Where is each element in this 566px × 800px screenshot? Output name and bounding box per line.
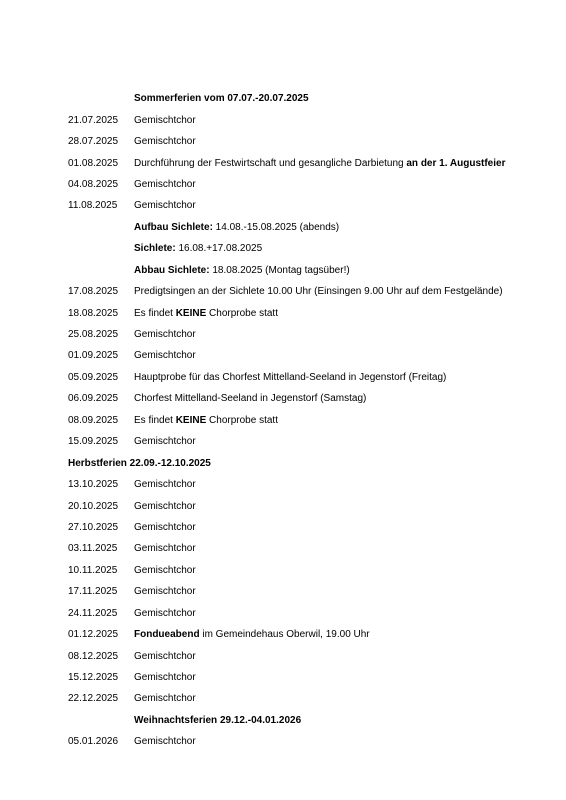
schedule-row [68, 195, 538, 216]
schedule-row [68, 367, 538, 388]
schedule-row [68, 152, 538, 173]
schedule-row [68, 688, 538, 709]
event-cell: Gemischtchor [134, 736, 196, 748]
schedule-row [68, 302, 538, 323]
schedule-row [68, 238, 538, 259]
holiday-title: Sommerferien vom 07.07.-20.07.2025 [134, 93, 309, 105]
event-cell [134, 715, 538, 726]
schedule-row [68, 667, 538, 688]
event-cell: Gemischtchor [134, 650, 196, 662]
date-cell: 24.11.2025 [68, 607, 118, 619]
schedule-row-holiday [68, 710, 538, 731]
event-cell: Gemischtchor [134, 200, 196, 212]
date-cell: 13.10.2025 [68, 479, 119, 491]
event-cell: Gemischtchor [134, 479, 196, 491]
schedule-row [68, 410, 538, 431]
schedule-row [68, 217, 538, 238]
schedule-row [68, 324, 538, 345]
schedule-row [68, 260, 538, 281]
date-cell: 11.08.2025 [68, 200, 118, 212]
event-cell: Gemischtchor [134, 564, 196, 576]
date-cell: 21.07.2025 [68, 114, 119, 126]
schedule-row [68, 560, 538, 581]
schedule-row [68, 431, 538, 452]
date-cell: 05.01.2026 [68, 736, 119, 748]
date-cell: 05.09.2025 [68, 371, 119, 383]
event-cell: Gemischtchor [134, 607, 196, 619]
event-cell: Es findet KEINE Chorprobe statt [134, 414, 278, 426]
date-cell: 08.12.2025 [68, 650, 119, 662]
date-cell: 15.12.2025 [68, 672, 119, 684]
event-cell: Hauptprobe für das Chorfest Mittelland-Seeland in Jegenstorf (Freitag) [134, 371, 447, 383]
holiday-title: Herbstferien 22.09.-12.10.2025 [68, 457, 211, 469]
event-cell: Gemischtchor [134, 114, 196, 126]
event-cell: Gemischtchor [134, 521, 196, 533]
schedule-row [68, 517, 538, 538]
event-cell: Gemischtchor [134, 586, 196, 598]
event-cell: Chorfest Mittelland-Seeland in Jegenstorf (Samstag) [134, 393, 367, 405]
event-cell: Abbau Sichlete: 18.08.2025 (Montag tagsüber!) [134, 264, 350, 276]
event-cell: Predigtsingen an der Sichlete 10.00 Uhr (Einsingen 9.00 Uhr auf dem Festgelände) [134, 286, 503, 298]
date-cell: 17.11.2025 [68, 586, 118, 598]
event-cell [134, 93, 538, 104]
schedule-row [68, 345, 538, 366]
event-cell: Durchführung der Festwirtschaft und gesangliche Darbietung an der 1. Augustfeier [134, 157, 506, 169]
rehearsal-schedule [68, 88, 538, 753]
date-cell: 18.08.2025 [68, 307, 119, 319]
schedule-row [68, 281, 538, 302]
date-cell: 27.10.2025 [68, 521, 119, 533]
date-cell: 01.12.2025 [68, 629, 119, 641]
schedule-row-holiday [68, 88, 538, 109]
event-cell: Gemischtchor [134, 178, 196, 190]
schedule-row [68, 495, 538, 516]
date-cell: 20.10.2025 [68, 500, 119, 512]
event-cell: Gemischtchor [134, 436, 196, 448]
event-cell: Gemischtchor [134, 329, 196, 341]
holiday-title: Weihnachtsferien 29.12.-04.01.2026 [134, 714, 302, 726]
schedule-row [68, 603, 538, 624]
event-cell: Gemischtchor [134, 136, 196, 148]
event-cell: Sichlete: 16.08.+17.08.2025 [134, 243, 263, 255]
event-cell: Gemischtchor [134, 350, 196, 362]
schedule-row [68, 109, 538, 130]
date-cell: 10.11.2025 [68, 564, 118, 576]
date-cell: 17.08.2025 [68, 286, 119, 298]
date-cell: 08.09.2025 [68, 414, 119, 426]
schedule-row [68, 388, 538, 409]
date-cell: 28.07.2025 [68, 136, 119, 148]
date-cell: 22.12.2025 [68, 693, 119, 705]
event-cell: Gemischtchor [134, 543, 196, 555]
event-cell: Gemischtchor [134, 693, 196, 705]
date-cell: 04.08.2025 [68, 178, 119, 190]
schedule-row [68, 474, 538, 495]
date-cell: 15.09.2025 [68, 436, 119, 448]
schedule-row [68, 624, 538, 645]
schedule-row [68, 174, 538, 195]
date-cell: 01.08.2025 [68, 157, 119, 169]
event-cell: Gemischtchor [134, 672, 196, 684]
schedule-row [68, 538, 538, 559]
schedule-row [68, 131, 538, 152]
schedule-row [68, 645, 538, 666]
event-cell: Aufbau Sichlete: 14.08.-15.08.2025 (abends) [134, 221, 340, 233]
date-cell: 03.11.2025 [68, 543, 118, 555]
schedule-row [68, 731, 538, 752]
event-cell: Fondueabend im Gemeindehaus Oberwil, 19.00 Uhr [134, 629, 370, 641]
schedule-row [68, 581, 538, 602]
date-cell: 01.09.2025 [68, 350, 119, 362]
event-cell: Gemischtchor [134, 500, 196, 512]
date-cell: 06.09.2025 [68, 393, 119, 405]
schedule-row-holiday [68, 452, 538, 473]
event-cell: Es findet KEINE Chorprobe statt [134, 307, 278, 319]
date-cell: 25.08.2025 [68, 329, 119, 341]
